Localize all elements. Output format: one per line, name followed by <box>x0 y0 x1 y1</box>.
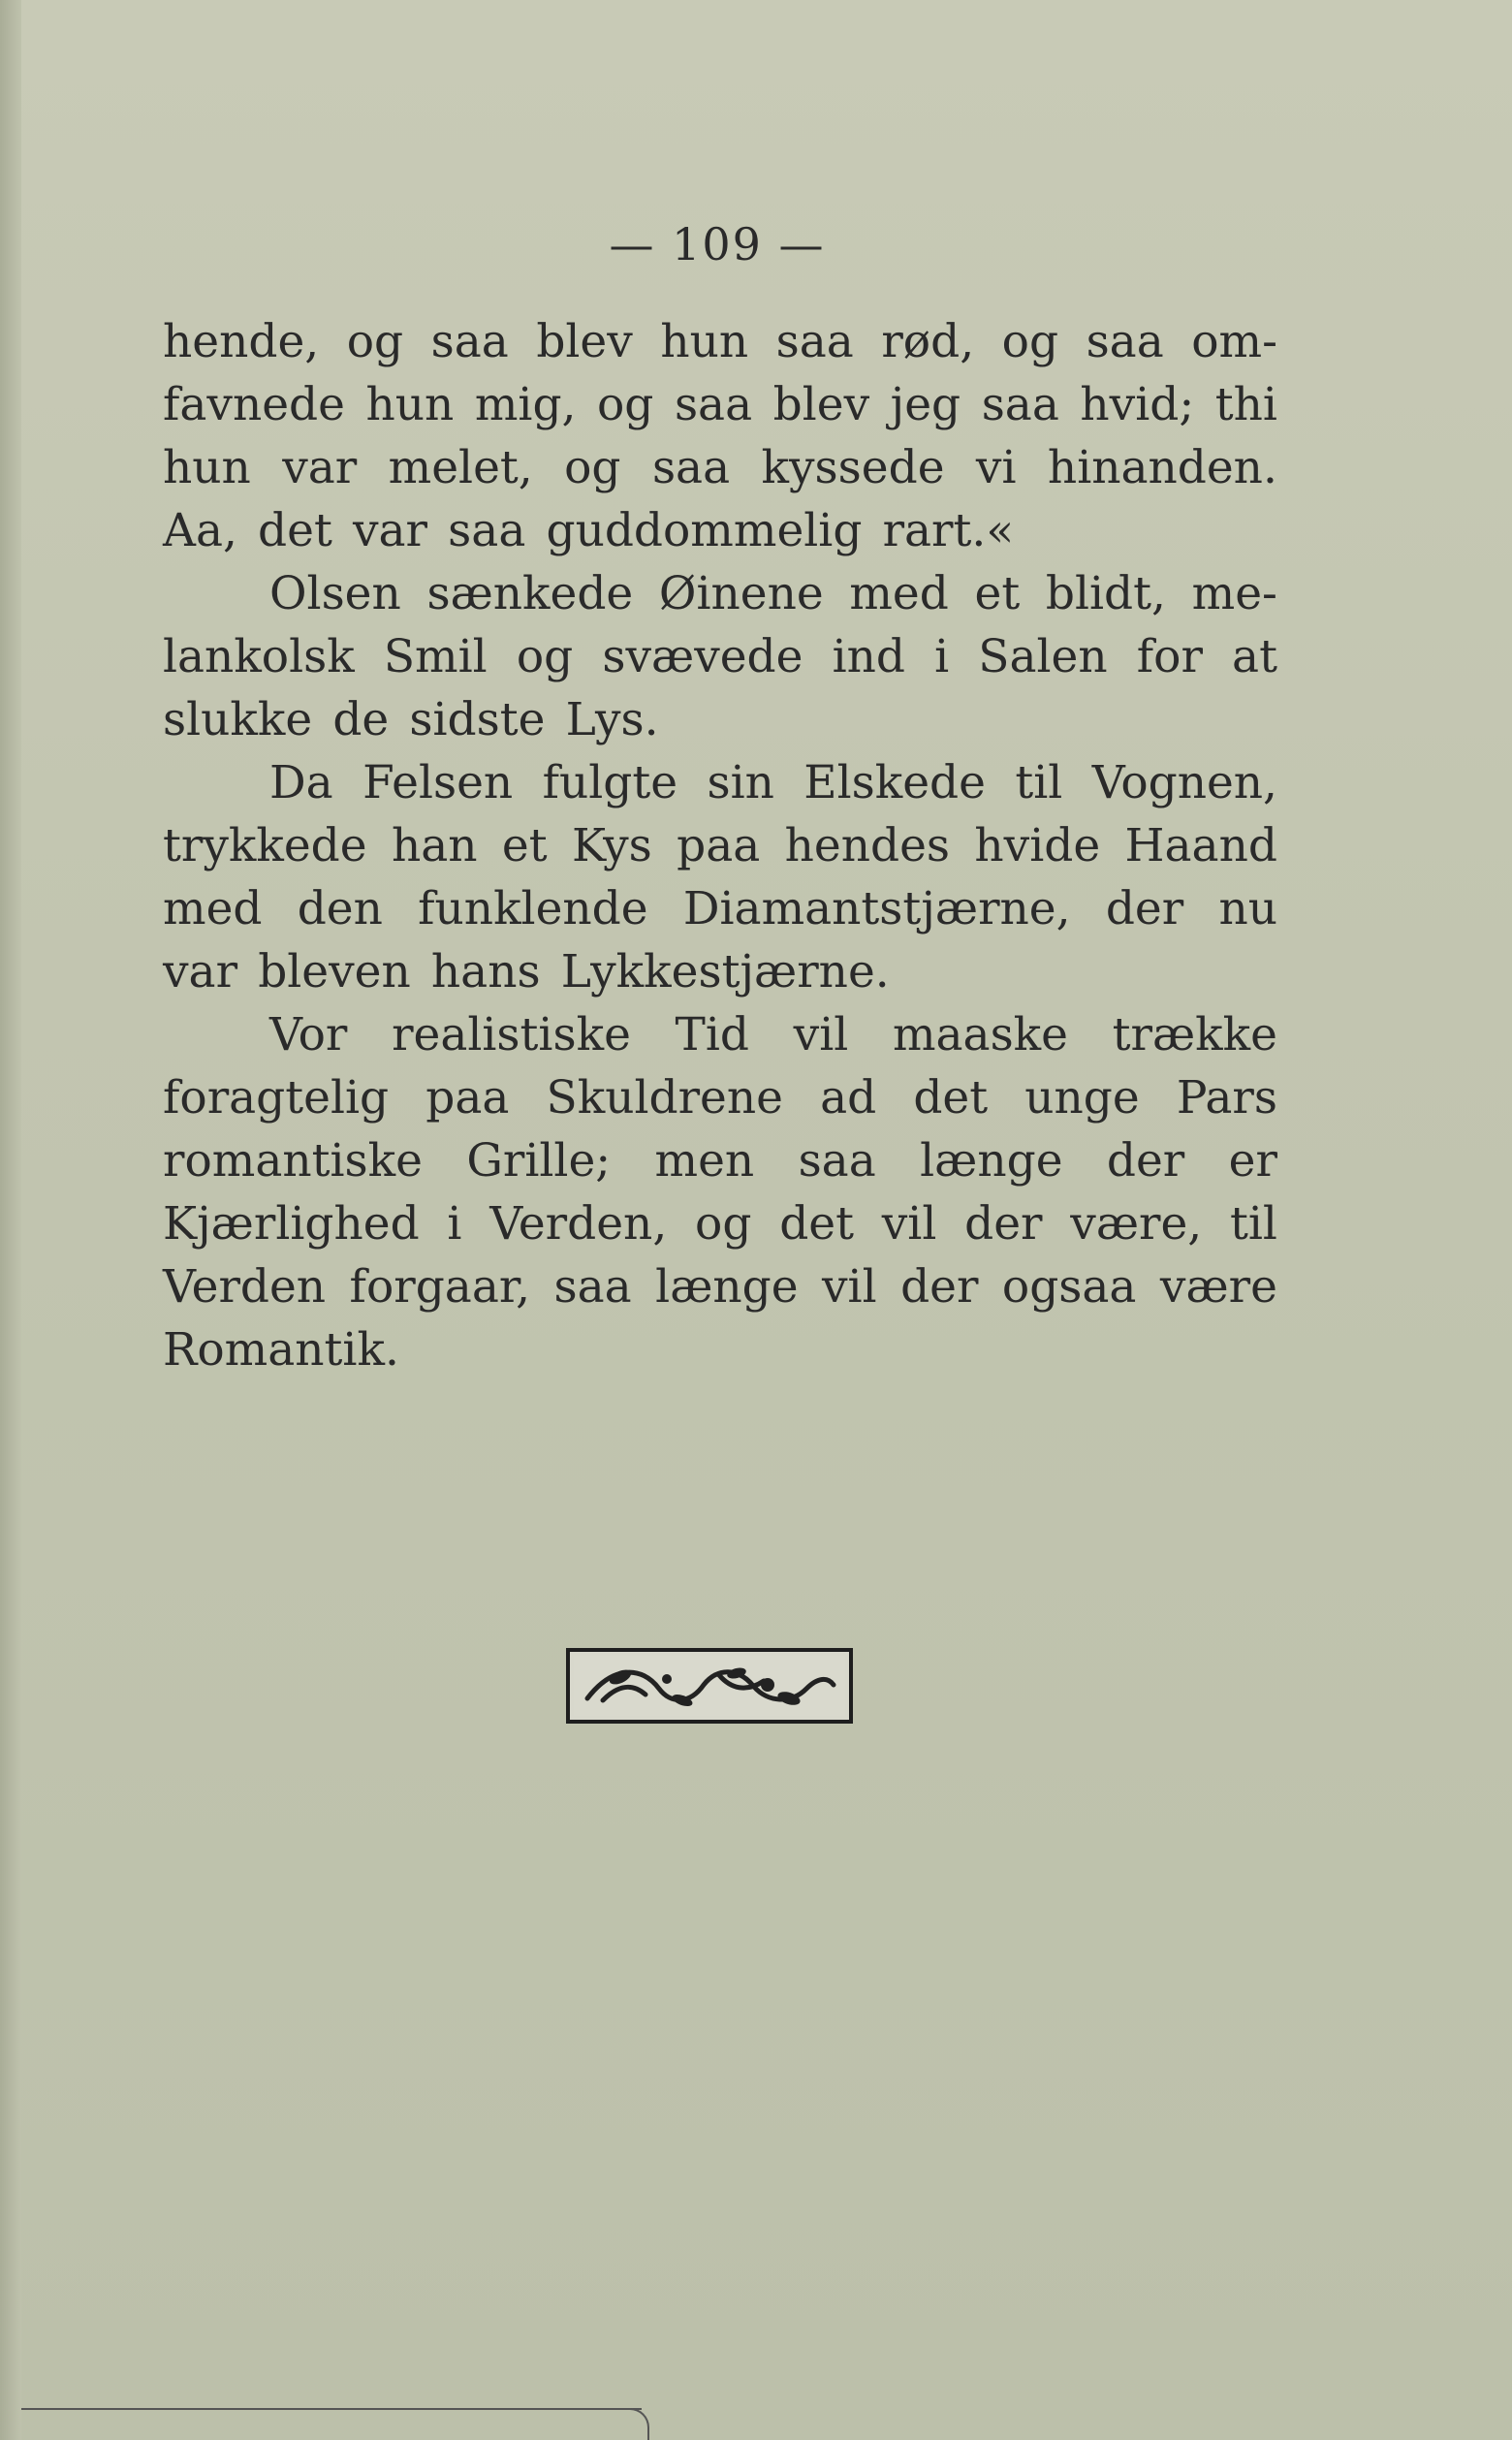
page-number: — 109 — <box>609 218 826 270</box>
word: at <box>1232 630 1277 683</box>
word: hun <box>660 315 749 368</box>
word: rød, <box>881 315 975 368</box>
word: være <box>1159 1260 1277 1314</box>
word: bleven <box>258 945 411 998</box>
word: svævede <box>602 630 803 683</box>
text-line <box>163 688 1277 751</box>
word: var <box>352 504 428 557</box>
word: det <box>913 1071 989 1125</box>
word: saa <box>448 504 526 557</box>
word: Øinene <box>658 567 824 620</box>
word: det <box>258 504 332 557</box>
word: funklende <box>418 882 648 935</box>
word: Smil <box>383 630 488 683</box>
word: og <box>597 378 654 431</box>
word: saa <box>674 378 753 431</box>
page-edge-shadow <box>0 0 21 2440</box>
word: og <box>1001 315 1059 368</box>
word: Kjærlighed <box>163 1197 420 1251</box>
word: Da <box>269 756 333 809</box>
word: kyssede <box>761 441 945 494</box>
word: Romantik. <box>163 1323 399 1377</box>
word: et <box>501 819 548 872</box>
word: for <box>1136 630 1203 683</box>
word: saa <box>1086 315 1164 368</box>
word: saa <box>553 1260 632 1314</box>
word: Grille; <box>466 1134 612 1188</box>
word: Felsen <box>362 756 514 809</box>
word: et <box>974 567 1021 620</box>
word: Haand <box>1124 819 1277 872</box>
word: med <box>163 882 263 935</box>
word: ad <box>820 1071 877 1125</box>
word: favnede <box>163 378 345 431</box>
word: og <box>516 630 574 683</box>
word: paa <box>677 819 761 872</box>
word: vil <box>822 1260 877 1314</box>
word: paa <box>425 1071 510 1125</box>
word: romantiske <box>163 1134 423 1188</box>
text-line <box>163 373 1277 436</box>
word: saa <box>651 441 731 494</box>
word: Pars <box>1176 1071 1277 1125</box>
word: og <box>695 1197 752 1251</box>
text-line <box>163 1003 1277 1066</box>
text-line <box>163 1192 1277 1255</box>
text-line <box>163 877 1277 940</box>
word: lankolsk <box>163 630 355 683</box>
text-line <box>163 1066 1277 1129</box>
text-line <box>163 1318 1277 1381</box>
body-text <box>163 310 1277 1381</box>
word: Vognen, <box>1091 756 1277 809</box>
word: rart.« <box>882 504 1015 557</box>
word: saa <box>775 315 854 368</box>
word: længe <box>655 1260 799 1314</box>
word: saa <box>798 1134 876 1188</box>
text-line <box>163 1129 1277 1192</box>
word: var <box>282 441 358 494</box>
word: hvide <box>974 819 1101 872</box>
text-line <box>163 814 1277 877</box>
word: og <box>346 315 404 368</box>
word: nu <box>1218 882 1277 935</box>
word: vil <box>881 1197 937 1251</box>
word: hun <box>163 441 251 494</box>
decorative-vignette <box>566 1648 853 1724</box>
word: vil <box>793 1008 849 1062</box>
word: længe <box>920 1134 1063 1188</box>
word: der <box>1106 1134 1185 1188</box>
word: ind <box>832 630 905 683</box>
text-line <box>163 751 1277 814</box>
word: hende, <box>163 315 320 368</box>
word: til <box>1015 756 1063 809</box>
word: det <box>779 1197 854 1251</box>
word: thi <box>1214 378 1277 431</box>
word: i <box>934 630 950 683</box>
word: der <box>1105 882 1184 935</box>
word: ogsaa <box>1001 1260 1137 1314</box>
word: men <box>654 1134 755 1188</box>
word: hendes <box>784 819 951 872</box>
word: hun <box>365 378 455 431</box>
word: Salen <box>978 630 1108 683</box>
word: der <box>900 1260 979 1314</box>
word: melet, <box>388 441 533 494</box>
word: mig, <box>474 378 577 431</box>
word: Vor <box>269 1008 348 1062</box>
word: til <box>1230 1197 1277 1251</box>
text-line <box>163 562 1277 625</box>
word: saa <box>981 378 1059 431</box>
word: hinanden. <box>1047 441 1277 494</box>
word: forgaar, <box>349 1260 531 1314</box>
word: med <box>849 567 949 620</box>
word: Aa, <box>163 504 237 557</box>
word: foragtelig <box>163 1071 390 1125</box>
word: Kys <box>571 819 652 872</box>
word: er <box>1228 1134 1277 1188</box>
word: Diamantstjærne, <box>682 882 1071 935</box>
word: Verden, <box>489 1197 668 1251</box>
text-line <box>163 310 1277 373</box>
word: Verden <box>163 1260 327 1314</box>
word: og <box>564 441 621 494</box>
word: han <box>391 819 478 872</box>
word: hans <box>430 945 541 998</box>
word: slukke <box>163 693 313 746</box>
text-line <box>163 1255 1277 1318</box>
word: blev <box>536 315 633 368</box>
word: der <box>964 1197 1043 1251</box>
word: jeg <box>890 378 961 431</box>
word: hvid; <box>1080 378 1195 431</box>
word: trække <box>1112 1008 1277 1062</box>
word: Lykkestjærne. <box>560 945 890 998</box>
word: var <box>163 945 238 998</box>
word: den <box>297 882 383 935</box>
word: trykkede <box>163 819 367 872</box>
word: fulgte <box>542 756 678 809</box>
word: Elskede <box>803 756 986 809</box>
word: sænkede <box>426 567 634 620</box>
word: blev <box>772 378 870 431</box>
text-line <box>163 625 1277 688</box>
word: de <box>332 693 390 746</box>
folded-edge-line <box>21 2408 642 2410</box>
word: være, <box>1070 1197 1203 1251</box>
word: saa <box>430 315 509 368</box>
word: unge <box>1024 1071 1140 1125</box>
word: guddommelig <box>546 504 863 557</box>
text-line <box>163 499 1277 562</box>
word: Skuldrene <box>546 1071 783 1125</box>
word: blidt, <box>1045 567 1166 620</box>
folded-edge-curve <box>620 2408 649 2440</box>
word: me- <box>1191 567 1277 620</box>
word: Tid <box>675 1008 750 1062</box>
word: sin <box>707 756 774 809</box>
vine-ornament-icon <box>574 1656 845 1716</box>
word: sidste <box>409 693 546 746</box>
word: realistiske <box>392 1008 631 1062</box>
word: i <box>447 1197 462 1251</box>
text-line <box>163 940 1277 1003</box>
text-line <box>163 436 1277 499</box>
word: maaske <box>892 1008 1068 1062</box>
word: Olsen <box>269 567 401 620</box>
word: om- <box>1191 315 1277 368</box>
word: Lys. <box>565 693 659 746</box>
word: vi <box>975 441 1017 494</box>
